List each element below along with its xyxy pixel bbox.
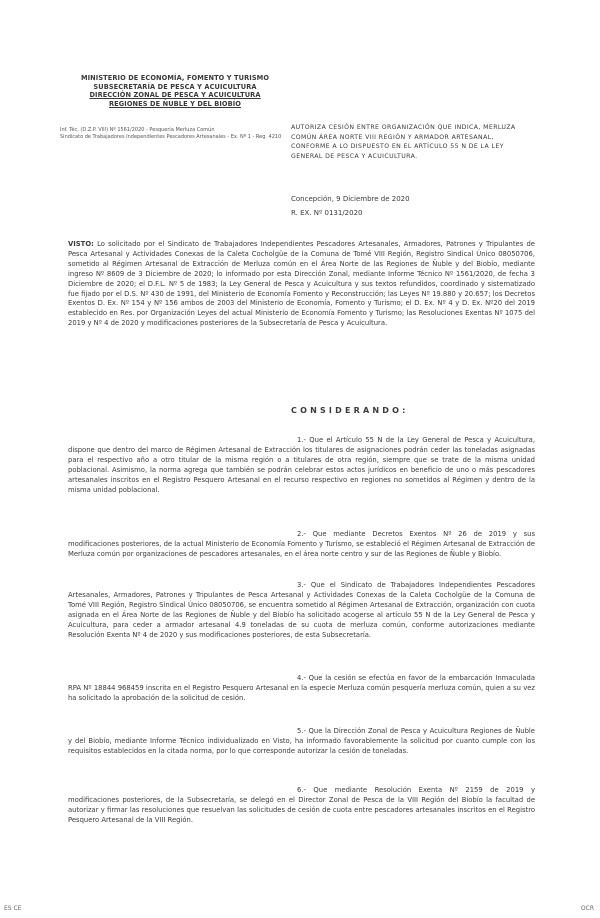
paragraph-text: 6.- Que mediante Resolución Exenta Nº 2159 de 2019 y modificaciones posteriores, de la Subsecretaría, se delegó en el Director Zonal de Pesca de la VIII Región del Biobío la facultad de autorizar y firmar las resoluciones que resuelvan las solicitudes de cesión de cuota entre pescadores artesanales inscritos en el Registro Pesquero Artesanal de la VIII Región. [68, 786, 535, 824]
paragraph-text: 1.- Que el Artículo 55 N de la Ley General de Pesca y Acuicultura, dispone que dentro del marco de Régimen Artesanal de Extracción los titulares de asignaciones podrán ceder las toneladas asignadas para el respectivo año a otro titular de la misma región o a titulares de otra región, siempre que se trate de la misma unidad poblacional. Asimismo, la norma agrega que también se podrán celebrar estos actos jurídicos en beneficio de uno o más pescadores artesanales inscritos en el Registro Pesquero Artesanal en el recurso respectivo en regiones no sometidos al Régimen y dentro de la misma unidad poblacional. [68, 436, 535, 494]
considerando-paragraph-3 [68, 581, 535, 640]
paragraph-text: 2.- Que mediante Decretos Exentos Nº 26 de 2019 y sus modificaciones posteriores, de la actual Ministerio de Economía Fomento y Turismo, se estableció el Régimen Artesanal de Extracción de Merluza común por organizaciones de pescadores artesanales, en el área norte centro y sur de las Regiones de Ñuble y Biobío. [68, 530, 535, 558]
considerando-paragraph-1 [68, 436, 535, 495]
visto-label: VISTO: [68, 240, 94, 248]
issuer-header [60, 74, 290, 108]
subsecretariat-name: SUBSECRETARÍA DE PESCA Y ACUICULTURA [93, 82, 257, 91]
resolution-subject: AUTORIZA CESIÓN ENTRE ORGANIZACIÓN QUE INDICA, MERLUZA COMÚN ÁREA NORTE VIII REGIÓN Y ARMADOR ARTESANAL, CONFORME A LO DISPUESTO EN EL ARTÍCULO 55 N DE LA LEY GENERAL DE PESCA Y ACUICULTURA. [291, 124, 516, 160]
file-reference-line-1: Inf. Téc. (D.Z.P. VIII) Nº 1561/2020 - Pesquería Merluza Común [60, 127, 215, 133]
considerando-title: CONSIDERANDO: [291, 406, 409, 415]
paragraph-text: 4.- Que la cesión se efectúa en favor de la embarcación Inmaculada RPA Nº 18844 968459 inscrita en el Registro Pesquero Artesanal en la especie Merluza común pesquería merluza común, quien a su vez ha solicitado la aprobación de la solicitud de cesión. [68, 674, 535, 702]
regions-name: REGIONES DE ÑUBLE Y DEL BIOBÍO [108, 99, 241, 108]
file-reference-line-2: Sindicato de Trabajadores Independientes Pescadores Artesanales - Ex. Nº 1 - Reg. 4210 [60, 134, 282, 140]
visto-text: Lo solicitado por el Sindicato de Trabajadores Independientes Pescadores Artesanales, Armadores, Patrones y Tripulantes de Pesca Artesanal y Actividades Conexas de la Caleta Cocholgüe de la Comuna de Tomé VIII Región, Registro Sindical Único 08050706, sometido al Régimen Artesanal de Extracción de Merluza común en el Área Norte de las Regiones de Ñuble y del Biobío, mediante ingreso Nº 8609 de 3 Diciembre de 2020; lo informado por esta Dirección Zonal, mediante Informe Técnico Nº 1561/2020, de fecha 3 Diciembre de 2020; el D.F.L. Nº 5 de 1983; la Ley General de Pesca y Acuicultura y sus textos refundidos, coordinado y sistematizado fue fijado por el D.S. Nº 430 de 1991, del Ministerio de Economía Fomento y Reconstrucción; las Leyes Nº 19.880 y 20.657; los Decretos Exentos D. Ex. Nº 154 y Nº 156 ambos de 2003 del Ministerio de Economía, Fomento y Turismo; el D. Ex. Nº 4 y D. Ex. Nº20 del 2019 establecido en Res. por Organización Leyes del actual Ministerio de Economía Fomento y Turismo; las Resoluciones Exentas Nº 1075 del 2019 y Nº 4 de 2020 y modificaciones posteriores de la Subsecretaría de Pesca y Acuicultura. [68, 240, 535, 328]
visto-section [68, 240, 535, 329]
footer-left-mark: ES CE [4, 905, 22, 912]
considerando-paragraph-6 [68, 786, 535, 826]
paragraph-text: 3.- Que el Sindicato de Trabajadores Independientes Pescadores Artesanales, Armadores, Patrones y Tripulantes de Pesca Artesanal y Actividades Conexas de la Caleta Cocholgüe de la Comuna de Tomé VIII Región, Registro Sindical Único 08050706, se encuentra sometido al Régimen Artesanal de Extracción, organización con cuota asignada en el Área Norte de las Regiones de Ñuble y del Biobío ha solicitado acogerse al artículo 55 N de la Ley General de Pesca y Acuicultura, para ceder a armador artesanal 4.9 toneladas de su cuota de merluza común, conforme autorizaciones mediante Resolución Exenta Nº 4 de 2020 y sus modificaciones posteriores, de esta Subsecretaría. [68, 581, 535, 639]
considerando-paragraph-5 [68, 727, 535, 757]
file-reference [60, 127, 300, 141]
zonal-directorate-name: DIRECCIÓN ZONAL DE PESCA Y ACUICULTURA [89, 91, 261, 100]
paragraph-text: 5.- Que la Dirección Zonal de Pesca y Acuicultura Regiones de Ñuble y del Biobío, mediante Informe Técnico individualizado en Visto, ha informado favorablemente la solicitud por cuanto cumple con los requisitos establecidos en la citada norma, por lo que corresponde autorizar la cesión de toneladas. [68, 727, 535, 755]
footer-right-mark: OCR [580, 905, 594, 912]
considerando-paragraph-4 [68, 674, 535, 704]
considerando-paragraph-2 [68, 530, 535, 560]
resolution-number: R. EX. Nº 0131/2020 [291, 209, 363, 217]
ministry-name: MINISTERIO DE ECONOMÍA, FOMENTO Y TURISMO [80, 74, 270, 82]
resolution-date: Concepción, 9 Diciembre de 2020 [291, 195, 410, 203]
